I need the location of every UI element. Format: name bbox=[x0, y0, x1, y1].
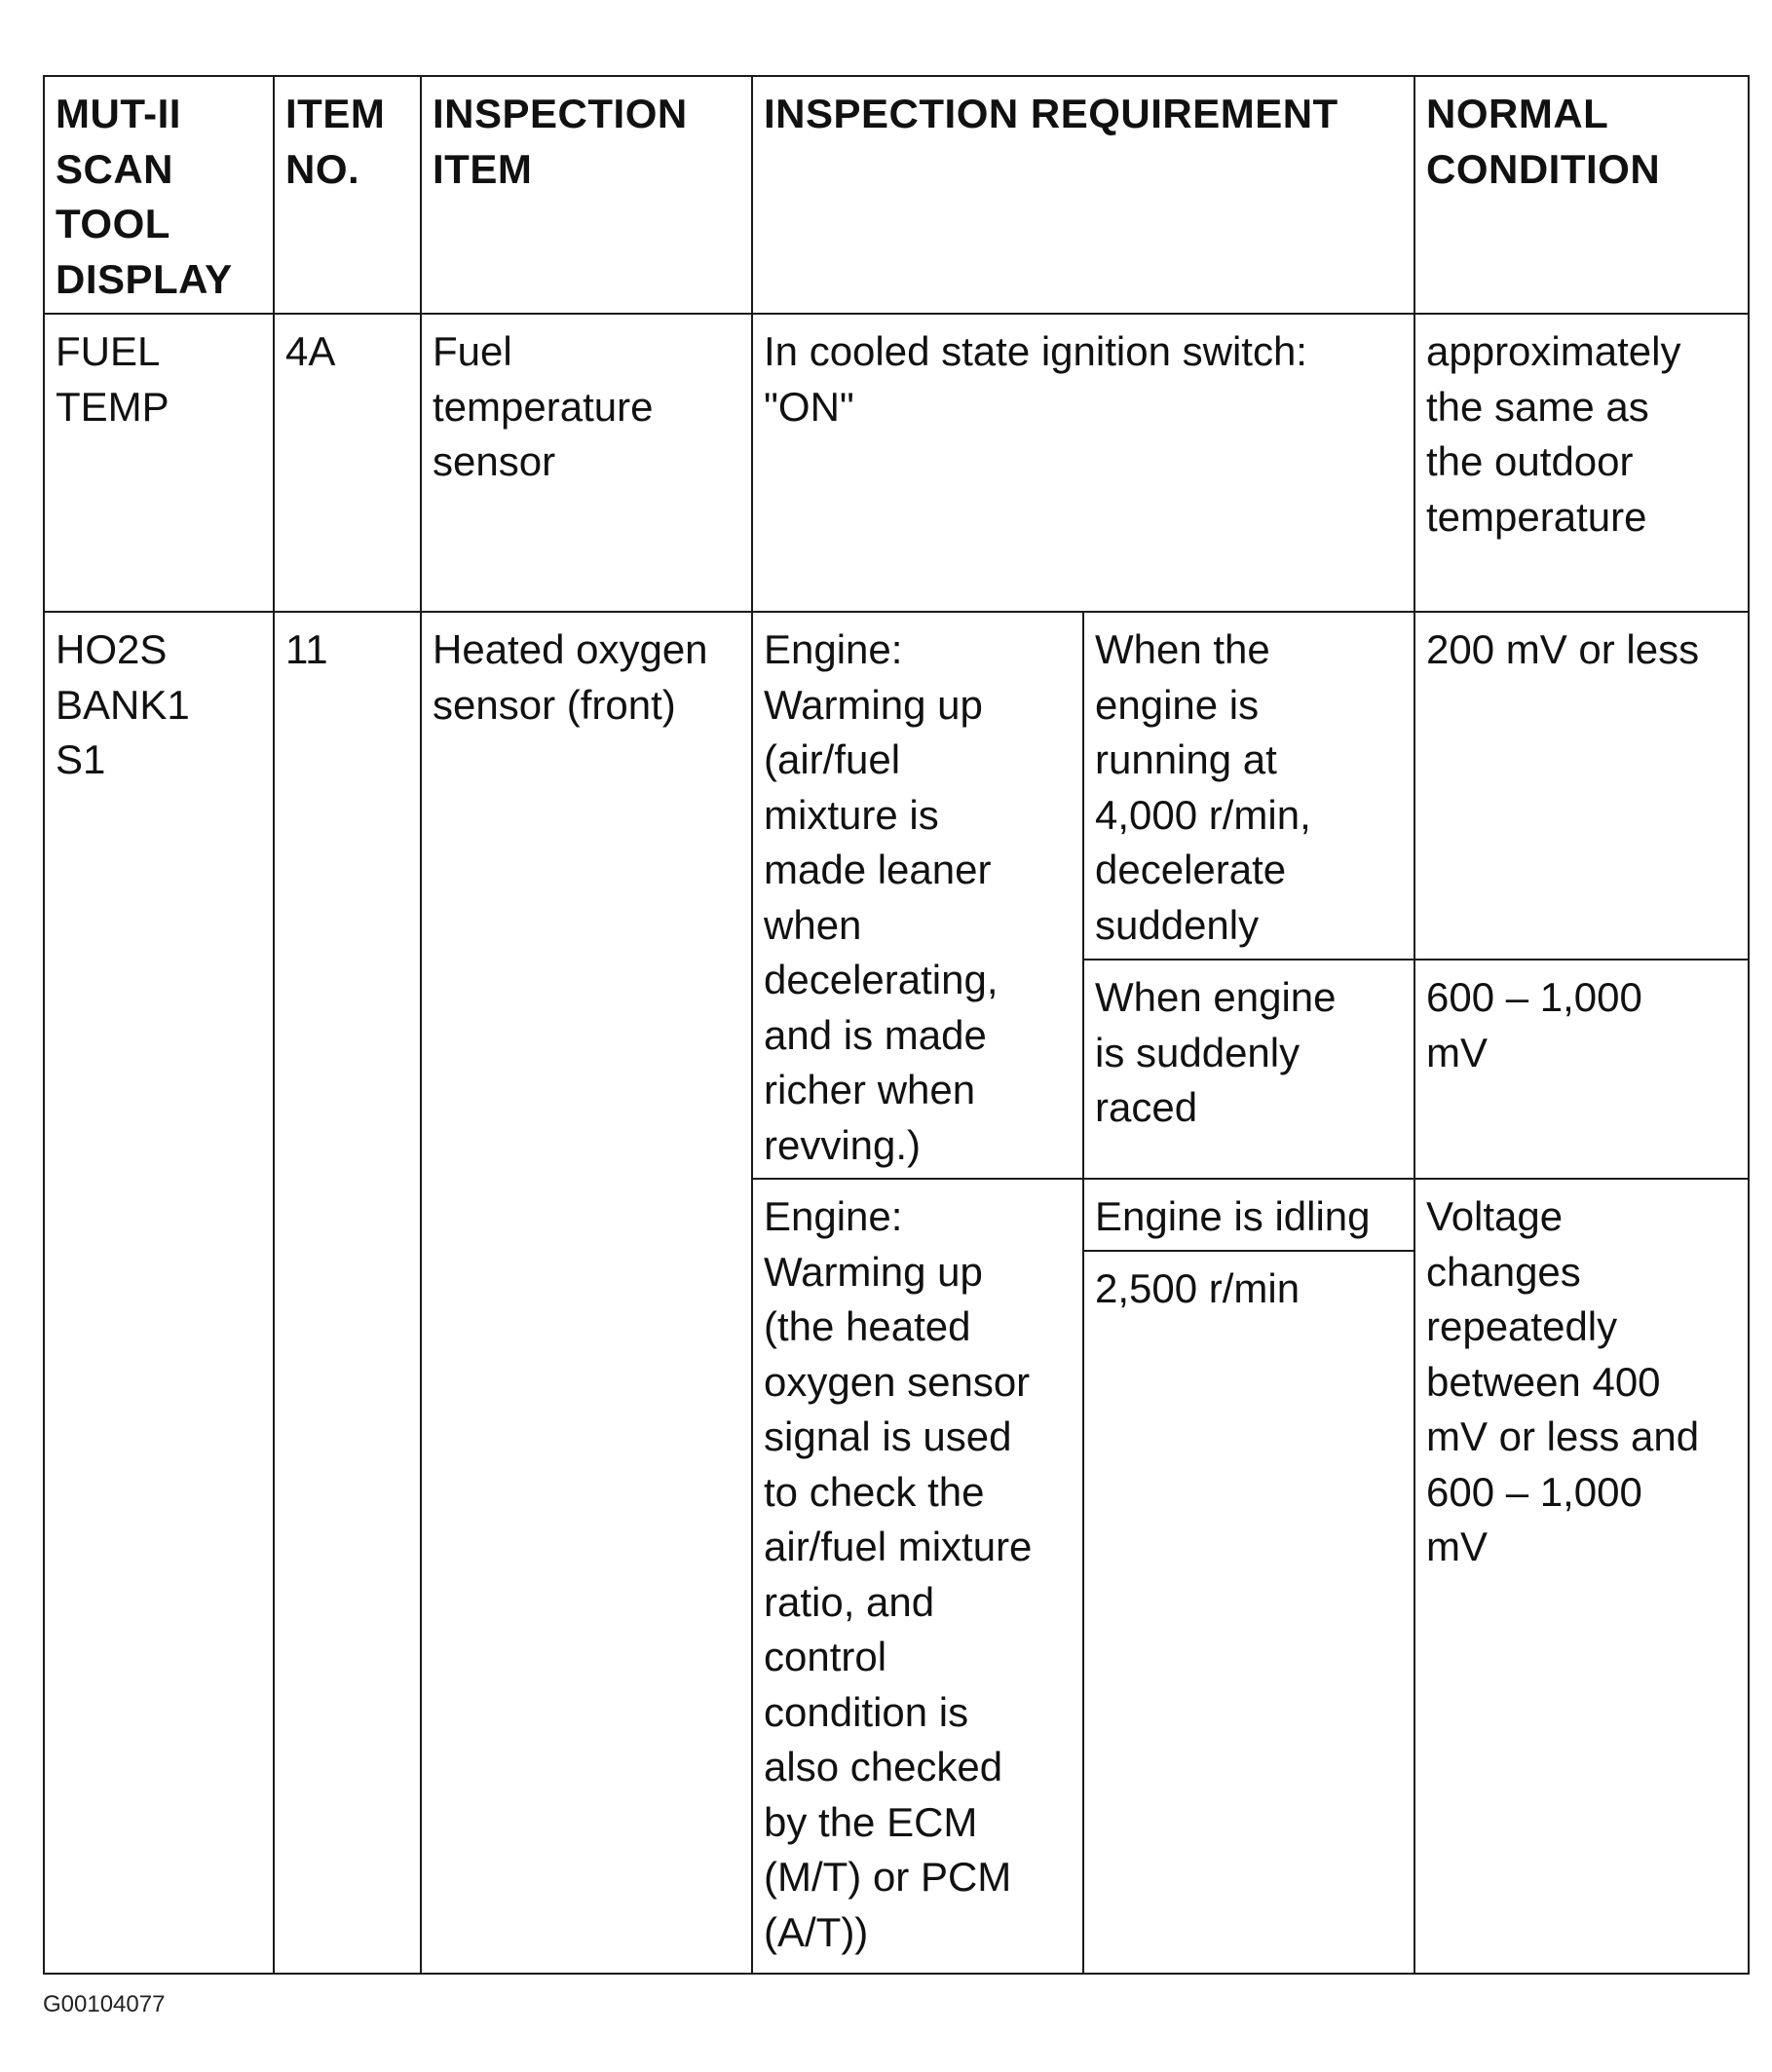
cell-item-no: 11 bbox=[274, 612, 421, 1974]
cell-normal-condition: Voltage changes repeatedly between 400 mV or less and 600 – 1,000 mV bbox=[1414, 1179, 1749, 1974]
figure-id: G00104077 bbox=[43, 1991, 166, 2017]
cell-scan-tool-display: HO2S BANK1 S1 bbox=[44, 612, 274, 1974]
cell-requirement-sub: 2,500 r/min bbox=[1083, 1251, 1414, 1974]
cell-scan-tool-display: FUEL TEMP bbox=[44, 314, 274, 612]
header-item-no: ITEM NO. bbox=[274, 76, 421, 314]
cell-inspection-item: Heated oxygen sensor (front) bbox=[421, 612, 752, 1974]
cell-inspection-item: Fuel temperature sensor bbox=[421, 314, 752, 612]
cell-requirement-sub: Engine is idling bbox=[1083, 1179, 1414, 1251]
cell-inspection-requirement: In cooled state ignition switch: "ON" bbox=[752, 314, 1414, 612]
header-normal-condition: NORMAL CONDITION bbox=[1414, 76, 1749, 314]
header-scan-tool-display: MUT-II SCAN TOOL DISPLAY bbox=[44, 76, 274, 314]
cell-requirement-sub: When engine is suddenly raced bbox=[1083, 960, 1414, 1179]
table-row bbox=[44, 612, 1749, 960]
cell-normal-condition: 200 mV or less bbox=[1414, 612, 1749, 960]
cell-requirement-sub: When the engine is running at 4,000 r/min, decelerate suddenly bbox=[1083, 612, 1414, 960]
cell-normal-condition: approximately the same as the outdoor temperature bbox=[1414, 314, 1749, 612]
cell-requirement-condition: Engine: Warming up (air/fuel mixture is made leaner when decelerating, and is made richer when revving.) bbox=[752, 612, 1083, 1179]
header-row bbox=[44, 76, 1749, 314]
header-inspection-requirement: INSPECTION REQUIREMENT bbox=[752, 76, 1414, 314]
cell-item-no: 4A bbox=[274, 314, 421, 612]
cell-requirement-condition: Engine: Warming up (the heated oxygen sensor signal is used to check the air/fuel mixture ratio, and control condition is also checked by the ECM (M/T) or PCM (A/T)) bbox=[752, 1179, 1083, 1974]
table-row bbox=[44, 314, 1749, 612]
header-inspection-item: INSPECTION ITEM bbox=[421, 76, 752, 314]
inspection-table bbox=[43, 75, 1750, 1975]
cell-normal-condition: 600 – 1,000 mV bbox=[1414, 960, 1749, 1179]
